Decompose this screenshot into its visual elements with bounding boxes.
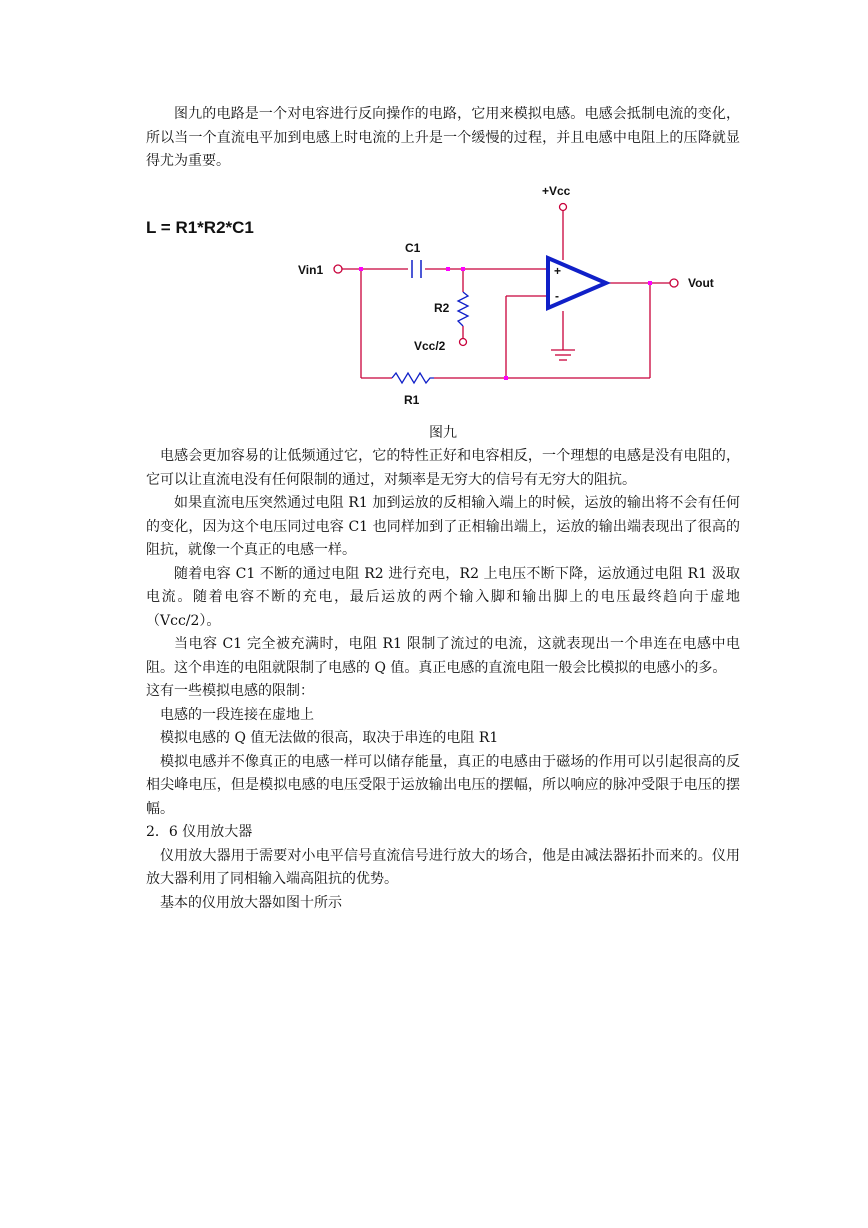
paragraph-2: 如果直流电压突然通过电阻 R1 加到运放的反相输入端上的时候，运放的输出将不会有任何的变化，因为这个电压同过电容 C1 也同样加到了正相输出端上，运放的输出端表现出了很高的阻抗，就像一个真正的电感一样。: [146, 495, 740, 558]
opamp-plus-label: +: [554, 264, 562, 278]
circuit-diagram: [146, 182, 746, 412]
vout-terminal: [670, 279, 678, 287]
intro-paragraph: 图九的电路是一个对电容进行反向操作的电路，它用来模拟电感。电感会抵制电流的变化，所以当一个直流电平加到电感上时电流的上升是一个缓慢的过程，并且电感中电阻上的压降就显得尤为重要。: [146, 106, 740, 169]
vin-terminal: [334, 265, 342, 273]
vcc-label: +Vcc: [542, 184, 571, 198]
vcc2-label: Vcc/2: [414, 339, 446, 353]
capacitor-c1: [412, 260, 421, 278]
r1-label: R1: [404, 393, 420, 407]
intro-text: [146, 103, 740, 174]
paragraph-10: 仪用放大器用于需要对小电平信号直流信号进行放大的场合，他是由减法器拓扑而来的。仪用放大器利用了同相输入端高阻抗的优势。: [146, 847, 740, 887]
resistor-r2: [458, 292, 468, 326]
body-text: [146, 445, 740, 915]
resistor-r1: [392, 373, 434, 383]
circuit-figure: [146, 182, 746, 412]
vout-label: Vout: [688, 276, 714, 290]
paragraph-8: 模拟电感并不像真正的电感一样可以储存能量，真正的电感由于磁场的作用可以引起很高的反相尖峰电压，但是模拟电感的电压受限于运放输出电压的摆幅，所以响应的脉冲受限于电压的摆幅。: [146, 753, 740, 817]
section-heading: 2．6 仪用放大器: [146, 824, 253, 840]
ground-icon: [551, 350, 575, 360]
paragraph-7: 模拟电感的 Q 值无法做的很高，取决于串连的电阻 R1: [160, 730, 499, 746]
vin-label: Vin1: [298, 263, 324, 277]
paragraph-5: 这有一些模拟电感的限制：: [146, 683, 314, 699]
opamp-minus-label: -: [555, 289, 559, 303]
inductance-formula: L = R1*R2*C1: [146, 218, 254, 237]
paragraph-6: 电感的一段连接在虚地上: [160, 706, 314, 723]
paragraph-1: 电感会更加容易的让低频通过它，它的特性正好和电容相反，一个理想的电感是没有电阻的，它可以让直流电没有任何限制的通过，对频率是无穷大的信号有无穷大的阻抗。: [146, 448, 740, 488]
paragraph-4: 当电容 C1 完全被充满时，电阻 R1 限制了流过的电流，这就表现出一个串连在电感中电阻。这个串连的电阻就限制了电感的 Q 值。真正电感的直流电阻一般会比模拟的电感小的多。: [146, 636, 740, 676]
r2-label: R2: [434, 301, 450, 315]
figure-caption: 图九: [429, 425, 457, 441]
paragraph-11: 基本的仪用放大器如图十所示: [160, 894, 342, 911]
paragraph-3: 随着电容 C1 不断的通过电阻 R2 进行充电，R2 上电压不断下降，运放通过电阻 R1 汲取电流。随着电容不断的充电，最后运放的两个输入脚和输出脚上的电压最终趋向于虚地（Vcc/2）。: [146, 565, 740, 629]
circuit-wires: [342, 210, 670, 378]
vcc-terminal: [560, 204, 567, 211]
c1-label: C1: [405, 241, 421, 255]
vcc2-terminal: [460, 339, 467, 346]
